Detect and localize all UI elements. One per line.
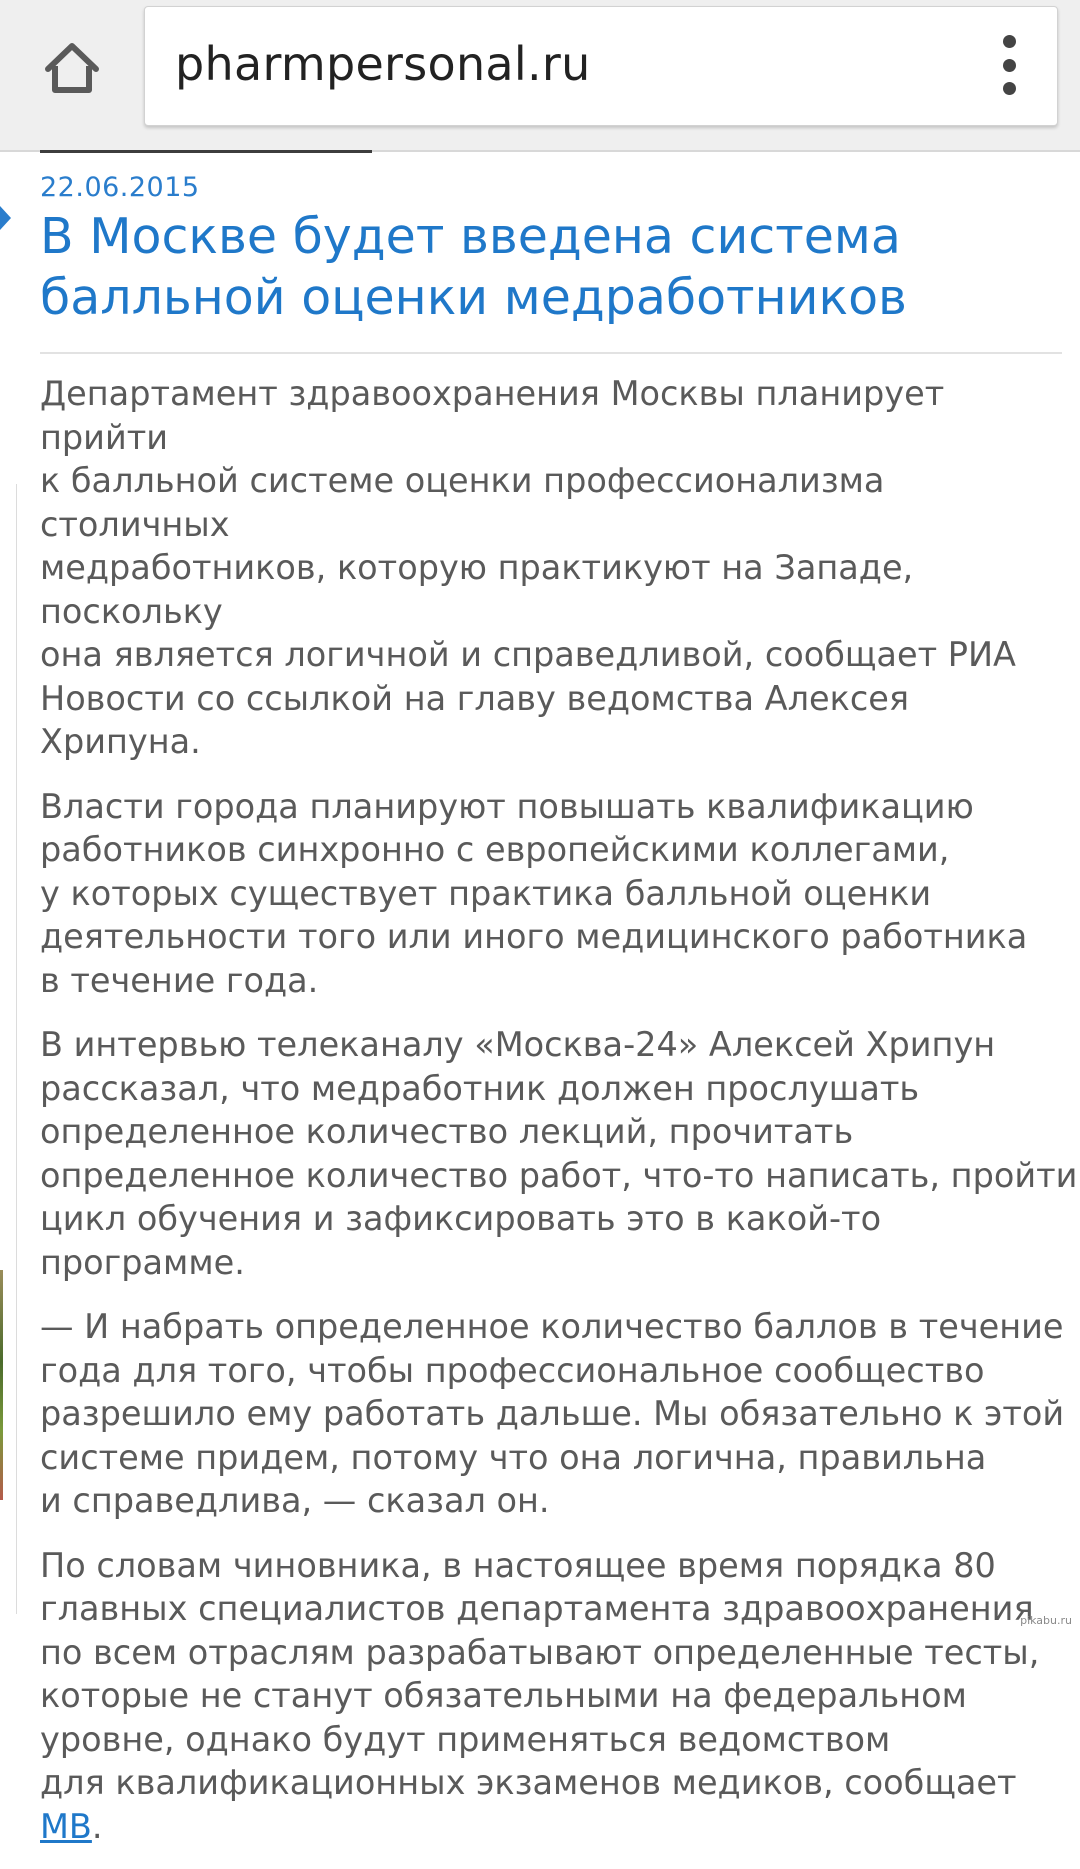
browser-toolbar (0, 0, 1080, 152)
side-panel-border (16, 484, 17, 1614)
address-bar[interactable] (144, 6, 1058, 126)
nav-underline (40, 150, 372, 153)
article-title: В Москве будет введена система балльной оценки медработников (40, 208, 907, 326)
home-button[interactable] (36, 32, 108, 104)
article-paragraph-last (40, 1544, 1080, 1849)
article-paragraph: Власти города планируют повышать квалификацию работников синхронно с европейскими коллегами, у которых существует практика балльной оценки деятельности того или иного медицинского работника в течение года. (40, 786, 1028, 1000)
overflow-menu-button[interactable] (991, 35, 1027, 95)
article-paragraph: В интервью телеканалу «Москва-24» Алексей Хрипун рассказал, что медработник должен прослушать определенное количество лекций, прочитать определенное количество работ, что-то написать, пройти цикл обучения и зафиксировать это в какой-то программе. (40, 1025, 1078, 1282)
article-date: 22.06.2015 (40, 172, 200, 203)
title-divider (40, 352, 1062, 354)
article-body (40, 372, 1080, 1869)
side-image-strip (0, 1270, 3, 1500)
source-suffix: . (91, 1806, 103, 1846)
source-link[interactable]: МВ (40, 1806, 92, 1846)
article-paragraph: — И набрать определенное количество баллов в течение года для того, чтобы профессиональное сообщество разрешило ему работать дальше. Мы обязательно к этой системе придем, потому что она логична, правильна и справедлива, — сказал он. (40, 1307, 1065, 1520)
watermark: pikabu.ru (1020, 1614, 1072, 1627)
article-paragraph: Департамент здравоохранения Москвы планирует прийти к балльной системе оценки профессионализма столичных медработников, которую практикуют на Западе, поскольку она является логичной и справедливой, сообщает РИА Новости со ссылкой на главу ведомства Алексея Хрипуна. (40, 374, 1016, 761)
more-vertical-icon (1003, 35, 1016, 48)
home-icon (42, 39, 102, 97)
url-text: pharmpersonal.ru (175, 37, 591, 91)
carousel-arrow-icon[interactable] (0, 206, 11, 230)
article-paragraph-text: По словам чиновника, в настоящее время порядка 80 главных специалистов департамента здравоохранения по всем отраслям разрабатывают определенные тесты, которые не станут обязательными на федеральном уровне, однако будут применяться ведомством для квалификационных экзаменов медиков, сообщает (40, 1545, 1040, 1802)
